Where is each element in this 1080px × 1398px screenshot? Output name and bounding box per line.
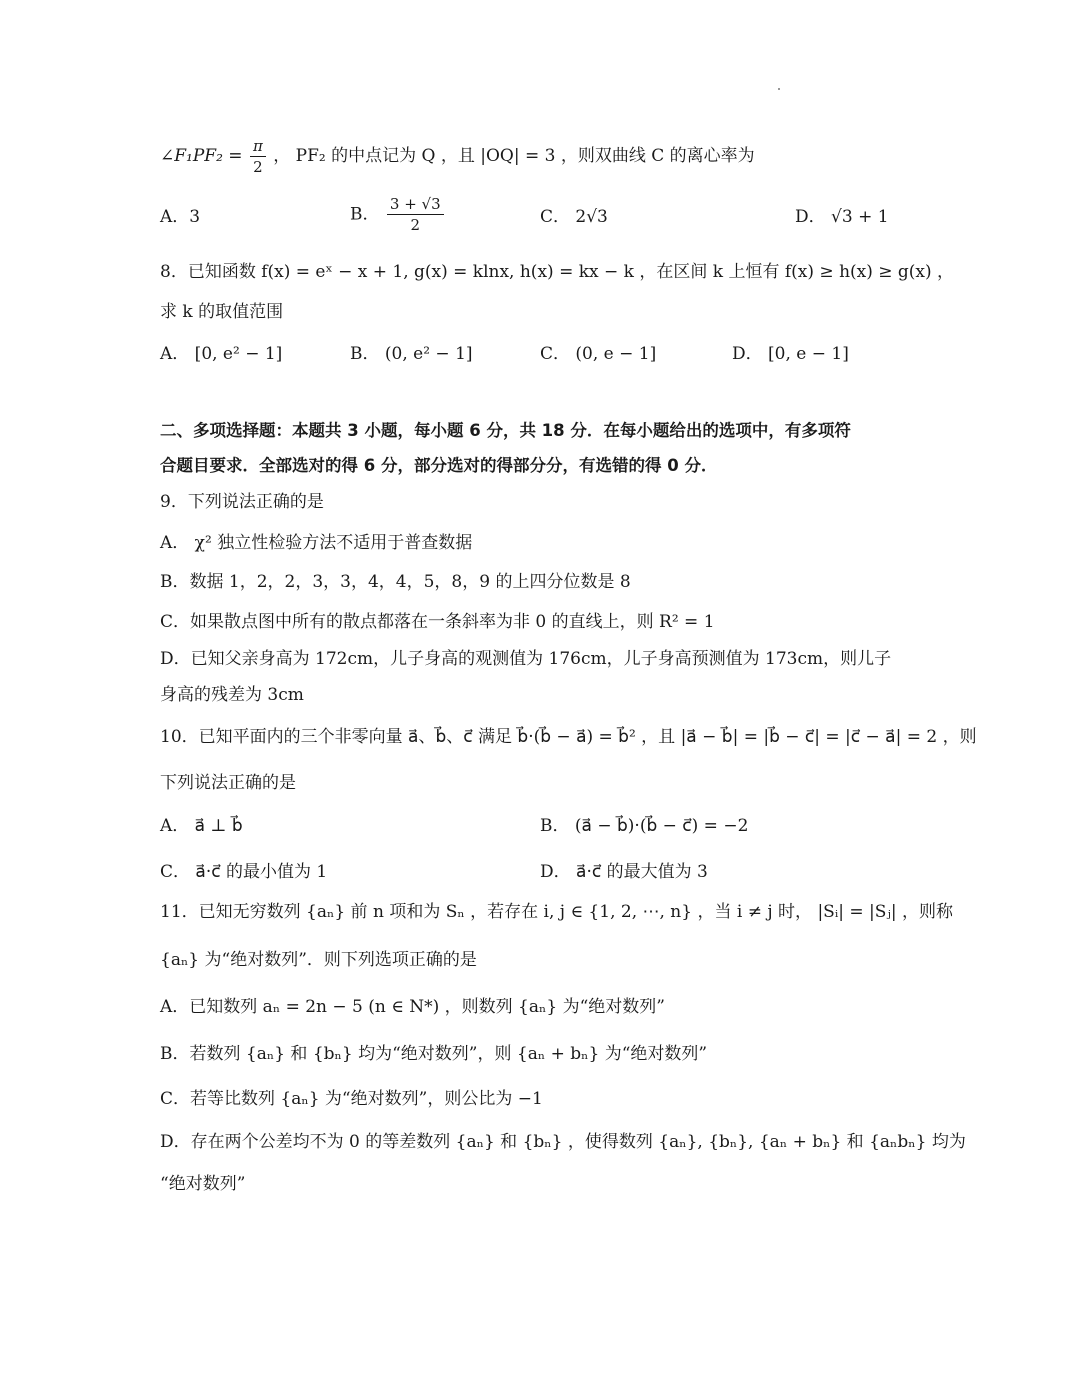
q8-option-c: C． (0, e − 1]: [540, 344, 657, 364]
q10-option-c: C． a⃗·c⃗ 的最小值为 1: [160, 862, 328, 882]
q11-option-c: C．若等比数列 {aₙ} 为“绝对数列”，则公比为 −1: [160, 1089, 543, 1109]
q8-option-a: A． [0, e² − 1]: [160, 344, 283, 364]
q7-frac-num: π: [250, 136, 266, 157]
q11-option-a: A．已知数列 aₙ = 2n − 5 (n ∈ N*) ，则数列 {aₙ} 为“绝对数列”: [160, 997, 665, 1017]
q9-option-d-line1: D．已知父亲身高为 172cm，儿子身高的观测值为 176cm，儿子身高预测值为 173cm，则儿子: [160, 649, 892, 669]
q10-stem-line2: 下列说法正确的是: [160, 773, 296, 793]
q7-option-b-num: 3 + √3: [387, 194, 444, 215]
scan-dot: [778, 88, 780, 90]
q9-option-b: B．数据 1，2，2，3，3，4，4，5，8，9 的上四分位数是 8: [160, 572, 631, 592]
q9-option-c: C．如果散点图中所有的散点都落在一条斜率为非 0 的直线上，则 R² = 1: [160, 612, 715, 632]
q7-angle: ∠F₁PF₂ =: [160, 146, 243, 166]
q8-stem-line1: 8．已知函数 f(x) = eˣ − x + 1, g(x) = klnx, h(x) = kx − k ，在区间 k 上恒有 f(x) ≥ h(x) ≥ g(x) ，: [160, 262, 955, 282]
q9-option-a: A． χ² 独立性检验方法不适用于普查数据: [160, 533, 473, 553]
q8-option-b: B． (0, e² − 1]: [350, 344, 473, 364]
section2-line2: 合题目要求．全部选对的得 6 分，部分选对的得部分分，有选错的得 0 分．: [160, 456, 718, 475]
q7-option-b-den: 2: [410, 216, 421, 234]
q10-option-d: D． a⃗·c⃗ 的最大值为 3: [540, 862, 708, 882]
q9-stem: 9．下列说法正确的是: [160, 492, 324, 512]
q10-option-a: A． a⃗ ⊥ b⃗: [160, 816, 243, 836]
q7-option-b-label: B．: [350, 204, 380, 225]
q11-stem-line1: 11．已知无穷数列 {aₙ} 前 n 项和为 Sₙ ，若存在 i, j ∈ {1, 2, ⋯, n} ，当 i ≠ j 时， |Sᵢ| = |Sⱼ| ，则称: [160, 902, 954, 922]
section2-line1: 二、多项选择题：本题共 3 小题，每小题 6 分，共 18 分．在每小题给出的选项中，有多项符: [160, 421, 851, 440]
q7-option-c: C． 2√3: [540, 207, 608, 227]
q8-option-d: D． [0, e − 1]: [732, 344, 849, 364]
q7-option-a: A．3: [160, 207, 201, 227]
q7-fraction: [250, 136, 266, 177]
q7-option-b: [350, 194, 446, 235]
q7-stem: [160, 136, 755, 177]
q7-frac-den: 2: [253, 158, 263, 176]
q11-option-b: B．若数列 {aₙ} 和 {bₙ} 均为“绝对数列”，则 {aₙ + bₙ} 为“绝对数列”: [160, 1044, 708, 1064]
q11-option-d-line1: D．存在两个公差均不为 0 的等差数列 {aₙ} 和 {bₙ} ，使得数列 {aₙ}, {bₙ}, {aₙ + bₙ} 和 {aₙbₙ} 均为: [160, 1132, 966, 1152]
q7-option-d: D． √3 + 1: [795, 207, 889, 227]
q10-option-b: B． (a⃗ − b⃗)·(b⃗ − c⃗) = −2: [540, 816, 749, 836]
q10-stem-line1: 10．已知平面内的三个非零向量 a⃗、b⃗、c⃗ 满足 b⃗·(b⃗ − a⃗) = b⃗² ，且 |a⃗ − b⃗| = |b⃗ − c⃗| = |c⃗ − a⃗| = 2 ，则: [160, 727, 977, 747]
q11-stem-line2: {aₙ} 为“绝对数列”．则下列选项正确的是: [160, 950, 477, 970]
q8-stem-line2: 求 k 的取值范围: [160, 302, 284, 322]
q9-option-d-line2: 身高的残差为 3cm: [160, 685, 304, 705]
q7-option-b-fraction: [387, 194, 444, 235]
q7-stem-rest: ， PF₂ 的中点记为 Q ，且 |OQ| = 3 ，则双曲线 C 的离心率为: [273, 146, 755, 166]
q11-option-d-line2: “绝对数列”: [160, 1174, 246, 1194]
